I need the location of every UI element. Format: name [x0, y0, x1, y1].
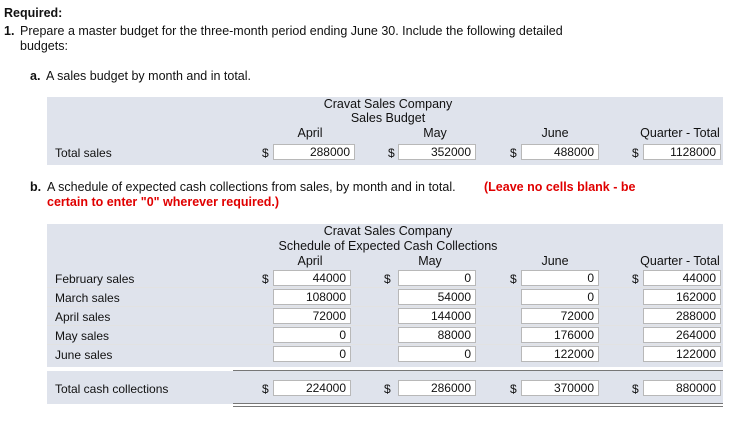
item-text: Prepare a master budget for the three-month period ending June 30. Include the following detailed: [20, 24, 563, 38]
feb-may-input[interactable]: 0: [398, 270, 476, 286]
sales-june-input[interactable]: 488000: [521, 144, 599, 160]
part-a-letter: a.: [30, 69, 41, 83]
jun-may-input[interactable]: 0: [398, 346, 476, 362]
part-b-letter: b.: [30, 180, 42, 194]
row-divider: [47, 287, 723, 288]
currency-sign: $: [510, 146, 517, 160]
apr-quarter-input[interactable]: 288000: [643, 308, 721, 324]
row-divider: [47, 344, 723, 345]
jun-quarter-input[interactable]: 122000: [643, 346, 721, 362]
total-june-input[interactable]: 370000: [521, 380, 599, 396]
currency-sign: $: [632, 272, 639, 286]
item-number: 1.: [4, 24, 15, 38]
may-april-input[interactable]: 0: [273, 327, 351, 343]
sales-col-quarter: Quarter - Total: [640, 126, 720, 140]
part-a-text: A sales budget by month and in total.: [46, 69, 251, 83]
sales-col-may: May: [423, 126, 447, 140]
currency-sign: $: [632, 146, 639, 160]
currency-sign: $: [262, 146, 269, 160]
currency-sign: $: [384, 272, 391, 286]
apr-june-input[interactable]: 72000: [521, 308, 599, 324]
required-heading: Required:: [4, 6, 63, 20]
row-label-march: March sales: [55, 291, 120, 305]
currency-sign: $: [632, 382, 639, 396]
currency-sign: $: [388, 146, 395, 160]
sales-quarter-input[interactable]: 1128000: [643, 144, 721, 160]
feb-quarter-input[interactable]: 44000: [643, 270, 721, 286]
sales-col-april: April: [297, 126, 323, 140]
sales-budget-company: Cravat Sales Company: [323, 97, 453, 111]
currency-sign: $: [262, 382, 269, 396]
jun-april-input[interactable]: 0: [273, 346, 351, 362]
total-double-rule-1: [233, 403, 723, 404]
may-quarter-input[interactable]: 264000: [643, 327, 721, 343]
feb-april-input[interactable]: 44000: [273, 270, 351, 286]
row-label-april: April sales: [55, 310, 111, 324]
total-sales-label: Total sales: [55, 146, 112, 160]
cash-col-may: May: [418, 254, 442, 268]
total-quarter-input[interactable]: 880000: [643, 380, 721, 396]
mar-april-input[interactable]: 108000: [273, 289, 351, 305]
cash-schedule-company: Cravat Sales Company: [323, 224, 453, 238]
total-april-input[interactable]: 224000: [273, 380, 351, 396]
feb-june-input[interactable]: 0: [521, 270, 599, 286]
sales-april-input[interactable]: 288000: [273, 144, 355, 160]
apr-may-input[interactable]: 144000: [398, 308, 476, 324]
apr-april-input[interactable]: 72000: [273, 308, 351, 324]
mar-quarter-input[interactable]: 162000: [643, 289, 721, 305]
cash-col-quarter: Quarter - Total: [640, 254, 720, 268]
item-text-cont: budgets:: [20, 39, 68, 53]
may-june-input[interactable]: 176000: [521, 327, 599, 343]
cash-schedule-title: Schedule of Expected Cash Collections: [278, 239, 498, 253]
sales-col-june: June: [541, 126, 569, 140]
sales-total-row-band: [47, 144, 723, 165]
may-may-input[interactable]: 88000: [398, 327, 476, 343]
cash-col-april: April: [297, 254, 323, 268]
sales-budget-title: Sales Budget: [350, 111, 426, 125]
part-b-text: A schedule of expected cash collections from sales, by month and in total.: [47, 180, 456, 194]
total-double-rule-2: [233, 406, 723, 407]
row-label-may: May sales: [55, 329, 110, 343]
mar-may-input[interactable]: 54000: [398, 289, 476, 305]
row-divider: [47, 306, 723, 307]
part-b-instruction-1: (Leave no cells blank - be: [484, 180, 636, 194]
row-label-june: June sales: [55, 348, 113, 362]
mar-june-input[interactable]: 0: [521, 289, 599, 305]
total-cash-collections-label: Total cash collections: [55, 382, 169, 396]
jun-june-input[interactable]: 122000: [521, 346, 599, 362]
currency-sign: $: [510, 272, 517, 286]
currency-sign: $: [262, 272, 269, 286]
row-label-february: February sales: [55, 272, 135, 286]
cash-col-june: June: [541, 254, 569, 268]
sales-may-input[interactable]: 352000: [398, 144, 476, 160]
total-may-input[interactable]: 286000: [398, 380, 476, 396]
row-divider: [47, 325, 723, 326]
currency-sign: $: [510, 382, 517, 396]
currency-sign: $: [384, 382, 391, 396]
part-b-instruction-2: certain to enter "0" wherever required.): [47, 195, 280, 209]
